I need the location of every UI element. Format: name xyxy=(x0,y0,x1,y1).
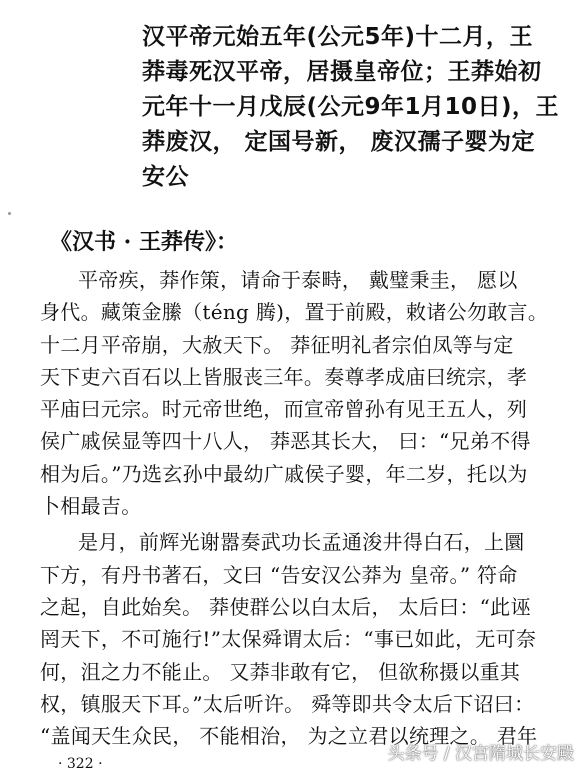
body-line: 何，沮之力不能止。 又莽非敢有它， 但欲称摄以重其 xyxy=(40,659,521,684)
body-line: 之起，自此始矣。 莽使群公以白太后， 太后曰：“此诬 xyxy=(40,594,531,619)
body-line: 权，镇服天下耳。”太后听许。 舜等即共令太后下诏曰： xyxy=(40,691,535,716)
section-heading xyxy=(142,20,562,195)
heading-line: 莽废汉， 定国号新， 废汉孺子婴为定 xyxy=(142,129,536,155)
heading-line: 莽毒死汉平帝，居摄皇帝位；王莽始初 xyxy=(142,59,542,85)
body-line: “盖闻天生众民， 不能相治， 为之立君以统理之。 君年 xyxy=(40,724,538,749)
body-text xyxy=(40,264,570,752)
body-line: 下方，有丹书著石，文曰 “告安汉公莽为 皇帝。” 符命 xyxy=(40,562,518,587)
body-line: 侯广戚侯显等四十八人， 莽恶其长大， 曰：“兄弟不得 xyxy=(40,429,531,454)
body-line: 卜相最吉。 xyxy=(40,494,142,519)
body-line: 十二月平帝崩，大赦天下。 莽征明礼者宗伯凤等与定 xyxy=(40,332,514,357)
page-number: · 322 · xyxy=(58,756,103,772)
body-line: 身代。藏策金縢（téng 腾)，置于前殿，敕诸公勿敢言。 xyxy=(40,300,549,325)
body-line: 罔天下，不可施行!”太保舜谓太后：“事已如此，无可奈 xyxy=(40,627,537,652)
source-citation: 《汉书 · 王莽传》： xyxy=(50,229,238,255)
body-line: 是月，前辉光谢嚣奏武功长孟通浚井得白石，上圜 xyxy=(78,530,525,555)
watermark: 头条号 / 汉宫隋城长安殿 xyxy=(387,744,574,764)
body-line: 相为后。”乃选玄孙中最幼广戚侯子婴，年二岁，托以为 xyxy=(40,461,528,486)
heading-line: 汉平帝元始五年(公元5年)十二月，王 xyxy=(142,24,534,50)
heading-line: 元年十一月戊辰(公元9年1月10日)，王 xyxy=(142,94,560,120)
body-line: 平帝疾，莽作策，请命于泰畤， 戴璧秉圭， 愿以 xyxy=(78,268,518,292)
body-line: 平庙曰元宗。时元帝世绝，而宣帝曾孙有见王五人，列 xyxy=(40,397,528,422)
scan-speck xyxy=(8,212,11,215)
heading-line: 安公 xyxy=(142,164,189,190)
body-line: 天下吏六百石以上皆服丧三年。奏尊孝成庙曰统宗，孝 xyxy=(40,364,528,389)
